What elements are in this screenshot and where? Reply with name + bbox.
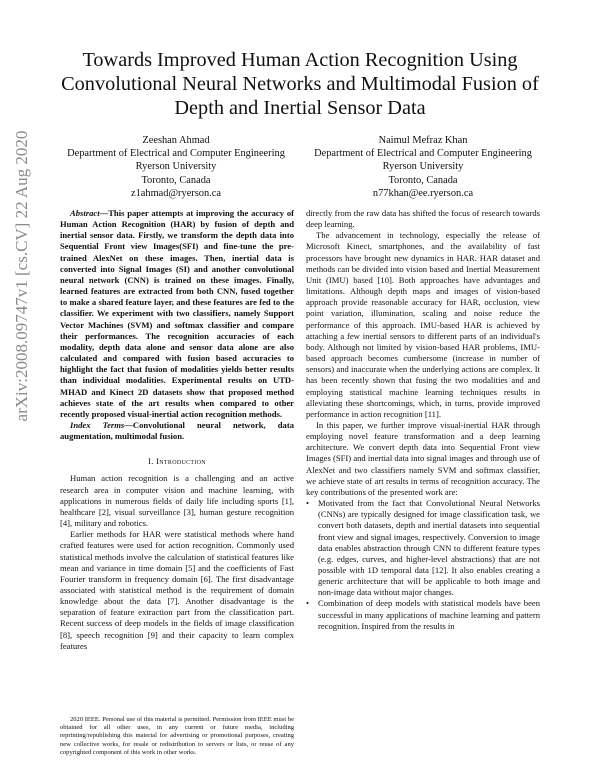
author-city: Toronto, Canada <box>141 174 211 186</box>
author-city: Toronto, Canada <box>388 174 458 186</box>
copyright-footnote <box>60 716 294 757</box>
right-column <box>306 208 540 632</box>
author-department: Department of Electrical and Computer Engineering <box>314 148 532 160</box>
index-terms-label: Index Terms <box>70 419 125 430</box>
paragraph: In this paper, we further improve visual-inertial HAR through employing novel feature transformation and a deep learning architecture. We convert depth data into Sequential Front view Images (SFI) and inertial data into signal images and through use of AlexNet and two classifiers namely SVM and softmax classifier, we achieve state of art results in terms of recognition accuracy. The key contributions of the presented work are: <box>306 419 540 497</box>
author-university: Ryerson University <box>135 161 217 173</box>
author-email: z1ahmad@ryerson.ca <box>130 187 222 199</box>
author-email: n77khan@ee.ryerson.ca <box>372 187 474 199</box>
contribution-list <box>306 498 540 632</box>
author-block-1 <box>60 134 292 200</box>
section-title: Introduction <box>156 456 206 467</box>
paper-title: Towards Improved Human Action Recognition Using Convolutional Neural Networks and Multimodal Fusion of Depth and Inertial Sensor Data <box>61 49 539 119</box>
abstract-label: Abstract <box>70 208 100 218</box>
paragraph: Earlier methods for HAR were statistical methods where hand crafted features were used for action recognition. Commonly used statistical methods involve the calculation of statistical features like mean and variance in time domain [5] and the coefficients of Fast Fourier transform in frequency domain [6]. The first disadvantage associated with statistical method is the requirement of domain knowledge about the data [7]. Another disadvantage is the separation of feature extraction part from the classification part. Recent success of deep models in the fields of image classification [8], speech recognition [9] and their capacity to learn complex features <box>60 529 294 651</box>
left-column <box>60 208 294 652</box>
list-item-text: Motivated from the fact that Convolutional Neural Networks (CNNs) are typically designed for image classification task, we convert both datasets, depth and inertial datasets into sequential front view and signal images, respectively. Conversion to image data enables abstraction through CNN to different feature types (e.g. edges, curves, and higher-level abstractions) that are not possible with 1D temporal data [12]. It also enables creating a generic architecture that will be applicable to both image and non-image data without major changes. <box>318 498 540 598</box>
list-item <box>306 498 540 598</box>
abstract-text: —This paper attempts at improving the accuracy of Human Action Recognition (HAR) by fusion of depth and inertial sensor data. Firstly, we transform the depth data into Sequential Front view Images(SFI) and fine-tune the pre-trained AlexNet on these images. Then, inertial data is converted into Signal Images (SI) and another convolutional neural network (CNN) is trained on these images. Finally, learned features are extracted from both CNN, fused together to make a shared feature layer, and these features are fed to the classifier. We experiment with two classifiers, namely Support Vector Machines (SVM) and softmax classifier and compare their performances. The recognition accuracies of each modality, depth data alone and sensor data alone are also calculated and compared with fusion based accuracies to highlight the fact that fusion of modalities yields better results than individual modalities. Experimental results on UTD-MHAD and Kinect 2D datasets show that proposed method achieves state of the art results when compared to other recently proposed visual-inertial action recognition methods. <box>60 208 294 419</box>
section-number: I. <box>148 456 154 467</box>
abstract <box>60 208 294 420</box>
index-terms-text: —Convolutional neural network, data augmentation, multimodal fusion. <box>60 419 295 442</box>
bullet-icon: • <box>306 498 310 509</box>
paragraph: The advancement in technology, especially the release of Microsoft Kinect, smartphones, and the availability of fast processors have brought new dynamics in HAR. HAR dataset and methods can be divided into vision based and Inertial Measurement Unit (IMU) based [10]. Both approaches have advantages and limitations. Although depth maps and images of vision-based approach provide reasonable accuracy for HAR, occlusion, view point variation, illumination, scaling and noise reduce the performance of this approach. IMU-based HAR is achieved by attaching a few inertial sensors to different parts of an individual's body. Although not limited by vision-based HAR problems, IMU-based approach becomes cumbersome (increase in number of sensors) and inaccurate when the underlying actions are complex. It has been recently shown that fusing the two modalities and and employing statistical machine learning techniques results in alleviating these shortcomings, which, in turns, provide improved performance in action recognition [11]. <box>306 230 540 419</box>
author-name: Zeeshan Ahmad <box>142 135 210 146</box>
index-terms <box>60 420 294 442</box>
author-university: Ryerson University <box>382 161 464 173</box>
copyright-text: 2020 IEEE. Personal use of this material is permitted. Permission from IEEE must be obtained for all other uses, in any current or future media, including reprinting/republishing this material for advertising or promotional purposes, creating new collective works, for resale or redistribution to servers or lists, or reuse of any copyrighted component of this work in other works. <box>60 716 294 756</box>
section-heading <box>60 456 294 467</box>
paragraph: directly from the raw data has shifted the focus of research towards deep learning. <box>306 208 540 230</box>
bullet-icon: • <box>306 598 310 609</box>
author-block-2 <box>306 134 540 200</box>
list-item-text: Combination of deep models with statistical models have been successful in many applications of machine learning and pattern recognition. Inspired from the results in <box>318 598 540 631</box>
author-name: Naimul Mefraz Khan <box>378 135 468 146</box>
paragraph: Human action recognition is a challenging and an active research area in computer vision and machine learning, with applications in numerous fields of daily life including sports [1], healthcare [2], visual surveillance [3], human gesture recognition [4], military and robotics. <box>60 473 294 529</box>
arxiv-identifier: arXiv:2008.09747v1 [cs.CV] 22 Aug 2020 <box>12 130 31 422</box>
list-item <box>306 598 540 631</box>
author-department: Department of Electrical and Computer Engineering <box>67 148 285 160</box>
